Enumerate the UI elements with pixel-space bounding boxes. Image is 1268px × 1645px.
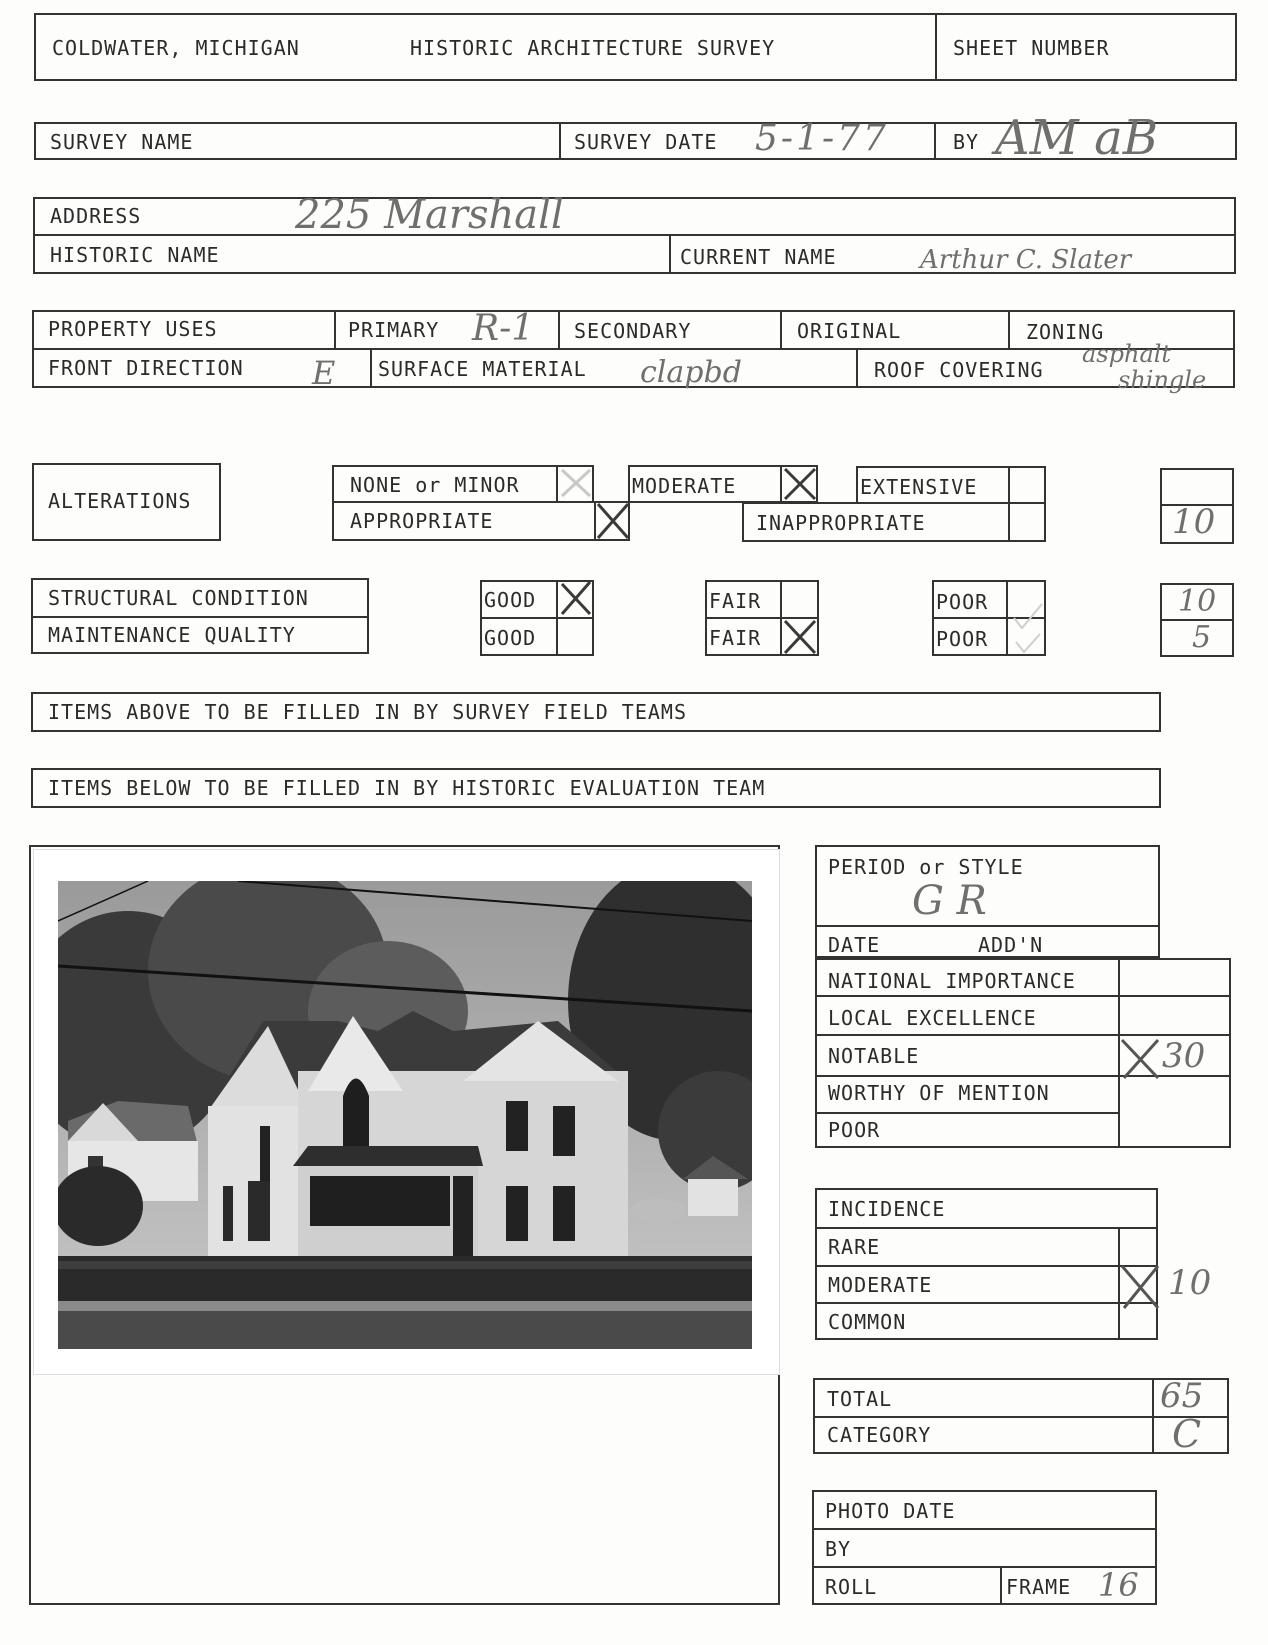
good-maintenance-label: GOOD bbox=[484, 626, 537, 650]
alterations-label: ALTERATIONS bbox=[48, 489, 192, 513]
total-label: TOTAL bbox=[827, 1387, 893, 1411]
current-name-value: Arthur C. Slater bbox=[920, 245, 1132, 275]
survey-title: HISTORIC ARCHITECTURE SURVEY bbox=[410, 36, 776, 60]
frame-label: FRAME bbox=[1006, 1575, 1072, 1599]
property-v5 bbox=[370, 348, 372, 388]
structural-score: 10 bbox=[1178, 584, 1217, 619]
period-divider bbox=[815, 925, 1160, 927]
notable-score: 30 bbox=[1162, 1036, 1206, 1076]
photo-date-label: PHOTO DATE bbox=[825, 1499, 956, 1523]
incidence-moderate-label: MODERATE bbox=[828, 1273, 933, 1297]
maintenance-score: 5 bbox=[1192, 620, 1212, 655]
structural-condition-label: STRUCTURAL CONDITION bbox=[48, 586, 309, 610]
incidence-moderate-score: 10 bbox=[1168, 1263, 1212, 1303]
x-mark-appropriate bbox=[594, 500, 632, 542]
x-mark-fair-maintenance bbox=[781, 617, 819, 657]
poor-structural-label: POOR bbox=[936, 590, 989, 614]
surface-material-label: SURFACE MATERIAL bbox=[378, 357, 587, 381]
importance-row-1 bbox=[815, 995, 1231, 997]
alt-score-value: 10 bbox=[1172, 502, 1216, 542]
city-label: COLDWATER, MICHIGAN bbox=[52, 36, 300, 60]
alt-appropriate-label: APPROPRIATE bbox=[350, 509, 494, 533]
survey-date-value: 5-1-77 bbox=[755, 118, 889, 159]
items-above-text: ITEMS ABOVE TO BE FILLED IN BY SURVEY FIELD TEAMS bbox=[48, 700, 688, 724]
alt-extensive-check-divider bbox=[1008, 466, 1010, 504]
x-mark-incidence-moderate bbox=[1118, 1262, 1162, 1312]
x-mark-moderate bbox=[781, 465, 819, 503]
addn-label: ADD'N bbox=[978, 933, 1044, 957]
zoning-label: ZONING bbox=[1026, 320, 1105, 344]
local-excellence-label: LOCAL EXCELLENCE bbox=[828, 1006, 1037, 1030]
check-mark-poor-faint bbox=[1010, 600, 1050, 656]
common-label: COMMON bbox=[828, 1310, 907, 1334]
sheet-number-label: SHEET NUMBER bbox=[953, 36, 1110, 60]
notable-label: NOTABLE bbox=[828, 1044, 920, 1068]
alt-inappropriate-label: INAPPROPRIATE bbox=[756, 511, 926, 535]
survey-divider-1 bbox=[559, 122, 561, 160]
date-label: DATE bbox=[828, 933, 881, 957]
roof-covering-value-2: shingle bbox=[1118, 366, 1207, 394]
property-v1 bbox=[334, 310, 336, 348]
primary-value: R-1 bbox=[472, 308, 535, 349]
survey-date-label: SURVEY DATE bbox=[574, 130, 718, 154]
total-value: 65 bbox=[1160, 1376, 1204, 1416]
worthy-of-mention-label: WORTHY OF MENTION bbox=[828, 1081, 1050, 1105]
x-mark-good-structural bbox=[558, 578, 594, 618]
alt-moderate-label: MODERATE bbox=[632, 474, 737, 498]
incidence-row-3 bbox=[815, 1302, 1158, 1304]
good-structural-label: GOOD bbox=[484, 588, 537, 612]
address-divider bbox=[33, 234, 1236, 236]
current-name-divider bbox=[669, 234, 671, 274]
incidence-row-1 bbox=[815, 1227, 1158, 1229]
fair-structural-label: FAIR bbox=[709, 589, 762, 613]
roof-covering-value-1: asphalt bbox=[1082, 340, 1172, 368]
totals-score-divider bbox=[1152, 1378, 1154, 1454]
period-style-label: PERIOD or STYLE bbox=[828, 855, 1024, 879]
period-style-value: G R bbox=[912, 878, 987, 924]
property-uses-label: PROPERTY USES bbox=[48, 317, 218, 341]
address-value: 225 Marshall bbox=[295, 192, 564, 238]
maintenance-quality-label: MAINTENANCE QUALITY bbox=[48, 623, 296, 647]
national-importance-label: NATIONAL IMPORTANCE bbox=[828, 969, 1076, 993]
poor-importance-label: POOR bbox=[828, 1118, 881, 1142]
condition-labels-divider bbox=[31, 616, 369, 618]
secondary-label: SECONDARY bbox=[574, 319, 692, 343]
survey-by-label: BY bbox=[953, 130, 980, 154]
poor-check-divider bbox=[1006, 580, 1008, 656]
survey-name-label: SURVEY NAME bbox=[50, 130, 194, 154]
survey-divider-2 bbox=[934, 122, 936, 160]
alt-none-minor-label: NONE or MINOR bbox=[350, 473, 520, 497]
property-v2 bbox=[558, 310, 560, 348]
fair-maintenance-label: FAIR bbox=[709, 626, 762, 650]
category-label: CATEGORY bbox=[827, 1423, 932, 1447]
photo-info-row-1 bbox=[812, 1528, 1157, 1530]
property-divider bbox=[32, 348, 1235, 350]
survey-by-value: AM aB bbox=[995, 110, 1158, 166]
frame-value: 16 bbox=[1098, 1566, 1139, 1604]
incidence-row-2 bbox=[815, 1265, 1158, 1267]
surface-material-value: clapbd bbox=[640, 355, 742, 390]
front-direction-label: FRONT DIRECTION bbox=[48, 356, 244, 380]
house-photograph bbox=[58, 881, 752, 1349]
totals-divider bbox=[813, 1416, 1229, 1418]
photo-by-label: BY bbox=[825, 1537, 852, 1561]
x-mark-notable bbox=[1118, 1036, 1162, 1082]
frame-divider bbox=[1000, 1566, 1002, 1605]
survey-right-edge bbox=[1235, 124, 1237, 160]
historic-name-label: HISTORIC NAME bbox=[50, 243, 220, 267]
header-divider bbox=[935, 13, 937, 81]
x-mark-none-minor-faint bbox=[558, 466, 594, 500]
original-label: ORIGINAL bbox=[797, 319, 902, 343]
category-value: C bbox=[1172, 1412, 1202, 1456]
roll-label: ROLL bbox=[825, 1575, 878, 1599]
property-v6 bbox=[856, 348, 858, 388]
roof-covering-label: ROOF COVERING bbox=[874, 358, 1044, 382]
address-label: ADDRESS bbox=[50, 204, 142, 228]
items-below-text: ITEMS BELOW TO BE FILLED IN BY HISTORIC EVALUATION TEAM bbox=[48, 776, 766, 800]
alt-extensive-label: EXTENSIVE bbox=[860, 475, 978, 499]
importance-row-4 bbox=[815, 1112, 1118, 1114]
property-v3 bbox=[780, 310, 782, 348]
primary-label: PRIMARY bbox=[348, 318, 440, 342]
property-v4 bbox=[1008, 310, 1010, 348]
current-name-label: CURRENT NAME bbox=[680, 245, 837, 269]
poor-maintenance-label: POOR bbox=[936, 627, 989, 651]
alt-inappropriate-check-divider bbox=[1008, 502, 1010, 542]
front-direction-value: E bbox=[312, 354, 336, 392]
items-above-top bbox=[31, 692, 1161, 694]
incidence-label: INCIDENCE bbox=[828, 1197, 946, 1221]
rare-label: RARE bbox=[828, 1235, 881, 1259]
